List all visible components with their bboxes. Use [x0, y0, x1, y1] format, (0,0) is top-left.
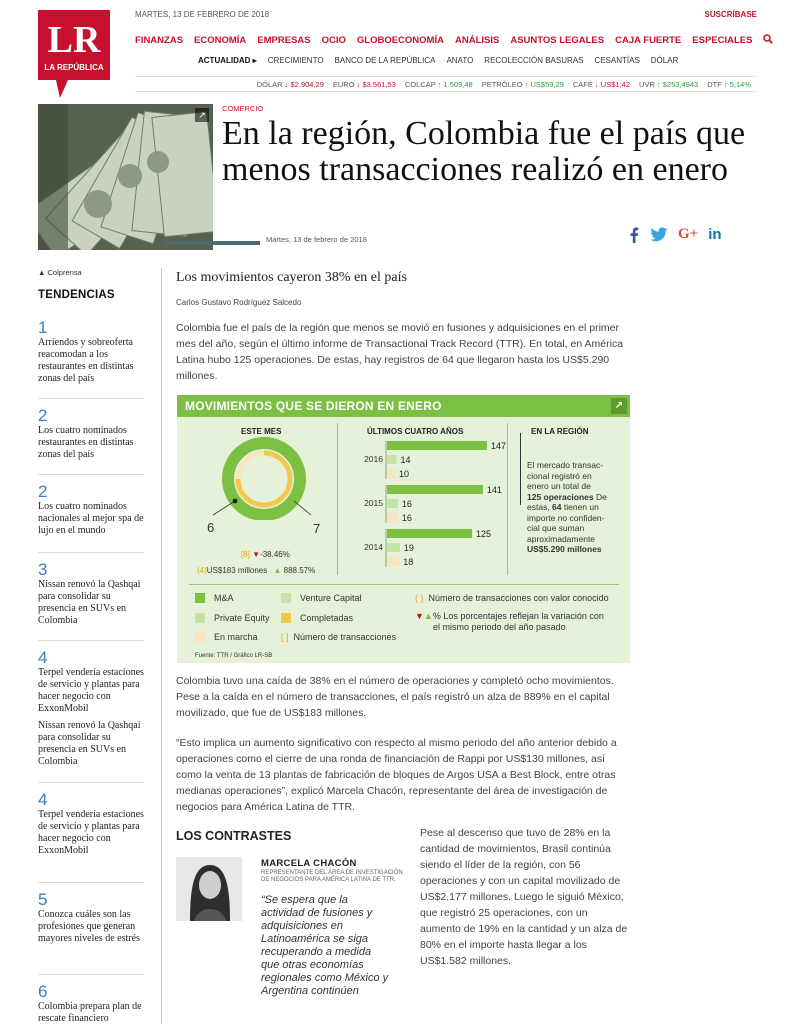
nav-empresas[interactable]: EMPRESAS	[257, 35, 311, 46]
header-date: MARTES, 13 DE FEBRERO DE 2018	[135, 10, 270, 19]
stat-capital-value: US$183 millones	[206, 566, 268, 575]
person-name: MARCELA CHACÓN	[261, 858, 357, 869]
legend-ma	[195, 593, 234, 603]
infographic-title	[177, 395, 630, 417]
legend-swatch-done	[281, 613, 291, 623]
legend-done	[281, 613, 353, 623]
region-fragment: importe no confiden-	[527, 512, 605, 523]
trend-item[interactable]	[38, 560, 144, 627]
year-label: 2014	[364, 542, 383, 552]
year-label: 2016	[364, 454, 383, 464]
region-fragment: US$5.290 millones	[527, 544, 602, 554]
ticker-item-petróleo[interactable]	[482, 80, 564, 89]
trend-title[interactable]: Colombia prepara plan de rescate financiero	[38, 1001, 142, 1024]
bar-2014-series1	[387, 543, 400, 552]
share-bar	[628, 226, 722, 243]
legend-swatch-pe	[195, 613, 205, 623]
bar-value-label: 16	[401, 513, 412, 523]
ticker-label: DTF	[707, 79, 724, 89]
region-fragment: enero un total de	[527, 481, 591, 491]
nav-ocio[interactable]: OCIO	[321, 35, 346, 46]
trend-title[interactable]: Los cuatro nominados nacionales al mejor spa de lujo en el mundo	[38, 501, 144, 536]
legend-pct-note	[415, 611, 604, 633]
subnav-crecimiento[interactable]: CRECIMIENTO	[267, 56, 324, 65]
ticker-item-colcap[interactable]	[405, 80, 473, 89]
ticker-label: DÓLAR	[256, 79, 285, 89]
bar-chart	[337, 437, 507, 577]
col-this-month-title: ESTE MES	[241, 427, 282, 436]
stat-capital-tag: (4)	[197, 566, 207, 575]
bar-2014-series0	[387, 529, 472, 538]
article-category[interactable]: COMERCIO	[222, 104, 264, 113]
region-line-text	[527, 513, 627, 524]
bar-2016-series1	[387, 455, 397, 464]
region-fragment: aproximadamente	[527, 533, 596, 544]
paragraph-3: “Esto implica un aumento significativo con respecto al mismo periodo del año anterior debido a operaciones como el cierre de una ronda de financiación de Rappi por US$130 millones, así como la venta de 13 plantas de fabricación de bloques de Argos USA a Best Block, entre otras medianas operaciones”, explicó Marcela Chacón, representante del área de investigación de negocios para América Latina de TTR.	[176, 737, 617, 813]
search-icon[interactable]	[763, 34, 773, 47]
legend-known-label: Número de transacciones con valor conocido	[428, 593, 609, 603]
ticker-label: PETRÓLEO	[481, 79, 525, 89]
trend-number: 3	[38, 560, 48, 579]
trend-title[interactable]: Conozca cuáles son las profesiones que generan mayores niveles de estrés	[38, 909, 140, 944]
donut-label-right: 7	[313, 521, 321, 536]
sub-nav	[198, 56, 689, 65]
trend-title[interactable]: Los cuatro nominados restaurantes en distintas zonas del país	[38, 425, 134, 460]
ticker-value: 1.509,48	[443, 79, 473, 89]
column-divider	[161, 268, 162, 1024]
region-line-text	[527, 534, 627, 545]
legend-pct-note-2: el mismo periodo del año pasado	[433, 622, 566, 632]
ticker-item-café[interactable]	[573, 80, 630, 89]
google-plus-icon[interactable]: G+	[678, 226, 699, 242]
expand-icon[interactable]: ↗	[195, 108, 209, 122]
legend-swatch-ongoing	[195, 632, 205, 642]
down-triangle-icon: ▼	[252, 550, 261, 559]
bar-value-label: 19	[403, 543, 414, 553]
legend-divider	[189, 584, 619, 585]
bar-2015-series2	[387, 513, 398, 522]
arrow-up-icon: ↑	[656, 79, 663, 89]
region-line	[520, 433, 521, 505]
stat-count-pct: -38.46%	[260, 550, 290, 559]
image-credit: ▲ Colprensa	[38, 268, 82, 277]
trend-divider	[38, 974, 144, 975]
legend-swatch-venture	[281, 593, 291, 603]
person-role: REPRESENTANTE DEL ÁREA DE INVESTIGACIÓN DE NEGOCIOS PARA AMÉRICA LATINA DE TTR.	[261, 870, 403, 883]
arrow-up-icon: ↑	[437, 79, 444, 89]
trend-divider	[38, 398, 144, 399]
arrow-down-icon: ↓	[356, 79, 363, 89]
trend-number: 4	[38, 790, 48, 809]
donut-label-left: 6	[207, 520, 215, 535]
bar-value-label: 10	[399, 469, 410, 479]
facebook-icon[interactable]	[628, 227, 640, 243]
legend-count-label: Número de transacciones	[293, 632, 397, 642]
legend-pe	[195, 613, 270, 623]
nav-caja-fuerte[interactable]: CAJA FUERTE	[615, 35, 682, 46]
ticker-value: US$1,42	[600, 79, 630, 89]
ticker-label: COLCAP	[404, 79, 438, 89]
region-line-text	[527, 471, 627, 482]
subnav-banco-republica[interactable]: BANCO DE LA REPÚBLICA	[334, 56, 436, 65]
stat-count-change	[241, 550, 290, 559]
trend-number: 1	[38, 318, 48, 337]
nav-economia[interactable]: ECONOMÍA	[194, 35, 247, 46]
ticker-value: US$59,29	[530, 79, 564, 89]
bar-value-label: 147	[491, 441, 507, 451]
donut-chart	[199, 435, 329, 520]
logo-wordmark: LA REPÚBLICA	[44, 63, 104, 72]
market-ticker	[135, 76, 757, 92]
arrow-up-icon: ↑	[524, 79, 531, 89]
region-line-text	[527, 502, 627, 513]
legend-count	[281, 632, 396, 642]
up-triangle-icon: ▲	[423, 611, 433, 621]
ticker-value: $253,4943	[662, 79, 699, 89]
image-credit-text: Colprensa	[47, 268, 82, 277]
legend-count-mark: [ ]	[281, 632, 289, 642]
legend-pe-label: Private Equity	[214, 613, 270, 623]
col-last-years-title: ÚLTIMOS CUATRO AÑOS	[367, 427, 464, 436]
ticker-label: CAFÉ	[572, 79, 595, 89]
trend-title[interactable]: Arriendos y sobreoferta reacomodan a los restaurantes en distintas zonas del país	[38, 337, 134, 384]
col-region-title: EN LA REGIÓN	[531, 427, 589, 436]
nav-especiales[interactable]: ESPECIALES	[692, 35, 753, 46]
la-republica-logo[interactable]	[38, 10, 110, 98]
article-author[interactable]: Carlos Gustavo Rodríguez Salcedo	[176, 298, 302, 307]
arrow-down-icon: ↓	[284, 79, 291, 89]
legend-venture	[281, 593, 362, 603]
region-fragment: cial que suman	[527, 523, 585, 533]
bar-2014-series2	[387, 557, 399, 566]
trend-title[interactable]: Nissan renovó la Qashqai para consolidar su presencia en SUVs en Colombia	[38, 579, 141, 626]
subnav-cesantias[interactable]: CESANTÍAS	[594, 56, 640, 65]
bar-2015-series1	[387, 499, 398, 508]
contrasts-title: LOS CONTRASTES	[176, 829, 292, 843]
trend-item[interactable]	[38, 482, 144, 537]
arrow-down-icon: ↓	[594, 79, 601, 89]
trend-divider	[38, 552, 144, 553]
ticker-label: EURO	[332, 79, 357, 89]
region-fragment: De	[593, 491, 607, 502]
nav-finanzas[interactable]: FINANZAS	[135, 35, 184, 46]
bar-2015-series0	[387, 485, 483, 494]
subnav-dolar[interactable]: DÓLAR	[650, 56, 679, 65]
twitter-icon[interactable]	[650, 227, 668, 242]
nav-globoeconomia[interactable]: GLOBOECONOMÍA	[356, 35, 444, 46]
trend-title[interactable]: Terpel vendería estaciones de servicio y plantas para hacer negocio con ExxonMobil	[38, 809, 144, 856]
bar-value-label: 125	[476, 529, 492, 539]
trend-item[interactable]	[38, 890, 144, 945]
trend-number: 4	[38, 648, 48, 667]
legend-ma-label: M&A	[214, 593, 234, 603]
region-line-text	[527, 523, 627, 534]
stat-capital-pct: 888.57%	[283, 566, 316, 575]
trend-title[interactable]: Nissan renovó la Qashqai para consolidar su presencia en SUVs en Colombia	[38, 720, 141, 767]
legend-ongoing	[195, 632, 258, 642]
bar-value-label: 16	[401, 499, 412, 509]
trend-divider	[38, 882, 144, 883]
subnav-recoleccion-basuras[interactable]: RECOLECCIÓN BASURAS	[484, 56, 584, 65]
paragraph-brasil: Pese al descenso que tuvo de 28% en la cantidad de movimientos, Brasil continúa siendo el líder de la región, con 56 operaciones y con un capital movilizado de US$2.177 millones. Luego le siguió México, que registró 25 operaciones, con un aumento de 19% en la cantidad y un alza de 80% en el importe hasta llegar a los US$1.582 millones.	[420, 827, 628, 967]
ticker-value: 5,14%	[729, 79, 751, 89]
region-fragment: El mercado transac-	[527, 460, 604, 470]
paragraph-1: Colombia fue el país de la región que menos se movió en fusiones y adquisiciones en el primer mes del año, según el último informe de Transactional Track Record (TTR). En total, en América Latina hubo 125 operaciones. De estas, hay registros de 64 que llegaron hasta los US$5.290 millones.	[176, 322, 624, 382]
legend-known	[415, 593, 609, 603]
legend-pct-note-1: % Los porcentajes reflejan la variación con	[432, 611, 604, 621]
trend-number: 6	[38, 982, 48, 1001]
trend-title[interactable]: Terpel vendería estaciones de servicio y plantas para hacer negocio con ExxonMobil	[38, 667, 144, 714]
ticker-item-dtf[interactable]	[707, 80, 751, 89]
region-line-text	[527, 481, 627, 492]
arrow-up-icon: ↑	[723, 79, 730, 89]
trend-item[interactable]	[38, 406, 144, 461]
article-headline: En la región, Colombia fue el país que menos transacciones realizó en enero	[222, 115, 746, 188]
trend-divider	[38, 474, 144, 475]
ticker-item-euro[interactable]	[333, 80, 396, 89]
region-fragment: cional registró en	[527, 470, 592, 481]
trend-number: 2	[38, 482, 48, 501]
bar-2016-series2	[387, 469, 395, 478]
trend-number: 5	[38, 890, 48, 909]
linkedin-icon[interactable]: in	[708, 226, 722, 243]
col-divider-2	[507, 423, 508, 575]
subscribe-link[interactable]: SUSCRÍBASE	[704, 10, 757, 19]
nav-analisis[interactable]: ANÁLISIS	[454, 35, 500, 46]
region-fragment: estas,	[527, 502, 553, 512]
marcela-chacon-photo	[176, 857, 242, 921]
stat-capital-change	[197, 566, 315, 575]
bar-2016-series0	[387, 441, 487, 450]
trend-item[interactable]	[38, 720, 144, 768]
bar-value-label: 141	[486, 485, 502, 495]
donut-leader-left	[213, 501, 235, 515]
article-date: Martes, 13 de febrero de 2018	[266, 235, 367, 244]
region-fragment-bold: 64	[552, 502, 562, 512]
trend-divider	[38, 640, 144, 641]
region-fragment: 125 operaciones	[527, 491, 594, 502]
logo-letters: LR	[47, 19, 101, 61]
trend-item[interactable]	[38, 648, 144, 715]
legend-venture-label: Venture Capital	[300, 593, 362, 603]
nav-asuntos-legales[interactable]: ASUNTOS LEGALES	[510, 35, 605, 46]
donut-leader-right	[294, 501, 311, 515]
main-nav	[135, 34, 760, 47]
ticker-value: $2.904,29	[290, 79, 324, 89]
ticker-item-dólar[interactable]	[257, 80, 324, 89]
donut-marker-left	[233, 499, 238, 504]
bar-value-label: 14	[400, 455, 411, 465]
up-triangle-icon: ▲	[273, 566, 282, 575]
expand-icon[interactable]: ↗	[611, 398, 627, 414]
subnav-actualidad[interactable]: ACTUALIDAD ▸	[198, 56, 257, 65]
trend-number: 2	[38, 406, 48, 425]
ticker-value: $3.561,53	[362, 79, 396, 89]
paragraph-2: Colombia tuvo una caída de 38% en el número de operaciones y completó ocho movimientos. Pese a la caída en el número de transacciones, el país registró un alza de 889% en el capital movilizado, que fue de US$183 millones.	[176, 675, 614, 719]
year-label: 2015	[364, 498, 383, 508]
down-triangle-icon: ▼	[415, 611, 424, 621]
legend-swatch-ma	[195, 593, 205, 603]
ticker-label: UVR	[638, 79, 657, 89]
trends-title: TENDENCIAS	[38, 289, 115, 301]
trend-divider	[38, 782, 144, 783]
trend-item[interactable]	[38, 982, 144, 1024]
subnav-anato[interactable]: ANATO	[446, 56, 474, 65]
region-fragment: tienen un	[561, 502, 599, 512]
stat-count-tag: [8]	[241, 550, 250, 559]
ticker-item-uvr[interactable]	[639, 80, 698, 89]
bar-value-label: 18	[403, 557, 414, 567]
region-text	[527, 460, 627, 555]
person-quote: “Se espera que la actividad de fusiones y adquisiciones en Latinoamérica se siga recuperando a medida que otras economías regionales como México y Argentina continúen	[261, 894, 389, 997]
hero-accent-line	[165, 241, 260, 245]
hero-image-money[interactable]	[38, 104, 213, 250]
legend-ongoing-label: En marcha	[214, 632, 258, 642]
region-line-text	[527, 492, 627, 503]
article-subhead: Los movimientos cayeron 38% en el país	[176, 270, 407, 285]
legend-done-label: Completadas	[300, 613, 354, 623]
infographic	[177, 395, 630, 663]
region-line-text	[527, 460, 627, 471]
trend-item[interactable]	[38, 790, 144, 857]
infographic-source: Fuente: TTR / Gráfico LR-SB	[195, 653, 273, 659]
trend-item[interactable]	[38, 318, 144, 385]
region-line-text	[527, 544, 627, 555]
infographic-title-text: MOVIMIENTOS QUE SE DIERON EN ENERO	[185, 399, 442, 413]
legend-known-mark: ( )	[415, 593, 424, 603]
